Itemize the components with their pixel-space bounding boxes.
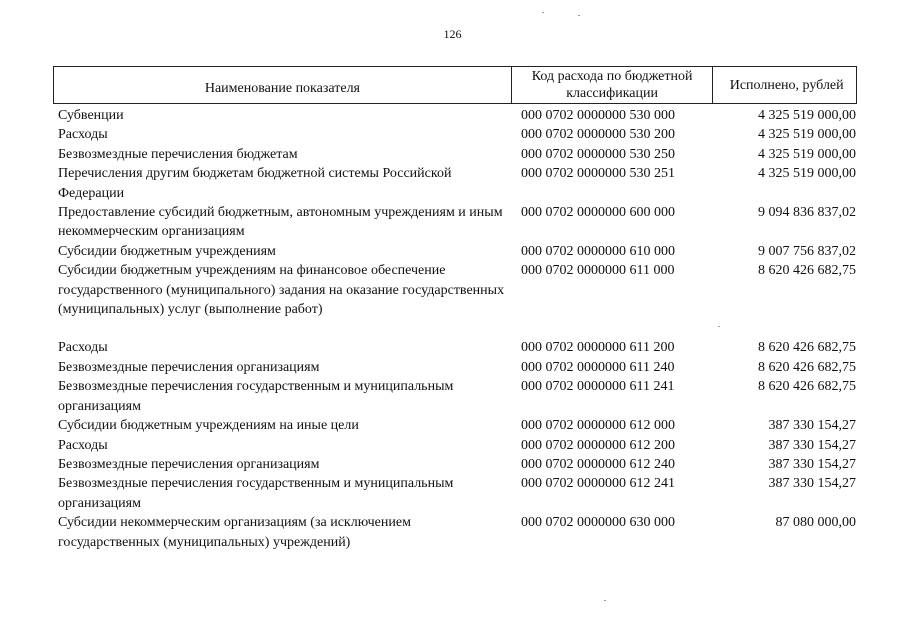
row-amount: 387 330 154,27	[768, 456, 856, 472]
row-amount: 4 325 519 000,00	[758, 127, 856, 143]
row-code: 000 0702 0000000 530 200	[521, 127, 675, 143]
row-amount: 4 325 519 000,00	[758, 146, 856, 162]
row-code: 000 0702 0000000 610 000	[521, 243, 675, 259]
row-name: Безвозмездные перечисления организациям	[58, 359, 320, 375]
table-row	[58, 358, 856, 377]
table-row	[58, 436, 856, 455]
row-name: Субсидии бюджетным учреждениям	[58, 243, 276, 259]
table-row	[58, 145, 856, 164]
table-body	[58, 106, 856, 552]
scan-speck	[578, 15, 580, 16]
table-row	[58, 416, 856, 435]
column-header-name: Наименование показателя	[204, 80, 360, 96]
row-amount: 8 620 426 682,75	[758, 359, 856, 375]
row-name: Расходы	[58, 127, 108, 143]
row-name: Субсидии бюджетным учреждениям на финансовое обеспечение государственного (муниципального) задания на оказание государственных (муниципальных) услуг (выполнение работ)	[58, 263, 505, 318]
scan-speck	[542, 12, 544, 13]
row-amount: 387 330 154,27	[768, 418, 856, 434]
table-row	[58, 513, 856, 552]
table-row	[58, 164, 856, 203]
table-row	[58, 125, 856, 144]
table-row	[58, 377, 856, 416]
row-code: 000 0702 0000000 612 240	[521, 456, 675, 472]
table-row	[58, 203, 856, 242]
scan-speck	[604, 600, 606, 601]
table-row	[58, 474, 856, 513]
column-header-amount: Исполнено, рублей	[729, 77, 844, 93]
table-row	[58, 455, 856, 474]
row-name: Безвозмездные перечисления государственным и муниципальным организациям	[58, 476, 454, 511]
row-name: Безвозмездные перечисления организациям	[58, 456, 320, 472]
row-amount: 8 620 426 682,75	[758, 340, 856, 356]
row-name: Безвозмездные перечисления государственным и муниципальным организациям	[58, 379, 454, 414]
row-amount: 4 325 519 000,00	[758, 108, 856, 123]
row-name: Субсидии некоммерческим организациям (за исключением государственных (муниципальных) учреждений)	[58, 515, 411, 550]
row-name: Субвенции	[58, 108, 124, 123]
row-amount: 8 620 426 682,75	[758, 379, 856, 395]
row-code: 000 0702 0000000 530 251	[521, 166, 675, 182]
row-amount: 4 325 519 000,00	[758, 166, 856, 182]
table-row	[58, 242, 856, 261]
table-row	[58, 106, 856, 125]
row-amount: 9 094 836 837,02	[758, 205, 856, 221]
scan-speck	[718, 326, 720, 327]
table-row	[58, 338, 856, 357]
row-code: 000 0702 0000000 600 000	[521, 205, 675, 221]
row-code: 000 0702 0000000 530 250	[521, 146, 675, 162]
table-header	[53, 66, 857, 104]
row-amount: 87 080 000,00	[775, 515, 856, 531]
row-code: 000 0702 0000000 612 241	[521, 476, 675, 492]
row-gap	[58, 319, 856, 338]
row-name: Расходы	[58, 340, 108, 356]
row-amount: 9 007 756 837,02	[758, 243, 856, 259]
row-code: 000 0702 0000000 611 200	[521, 340, 675, 356]
row-name: Расходы	[58, 437, 108, 453]
row-amount: 8 620 426 682,75	[758, 263, 856, 279]
row-code: 000 0702 0000000 612 000	[521, 418, 675, 434]
table-row	[58, 261, 856, 319]
row-code: 000 0702 0000000 630 000	[521, 515, 675, 531]
row-amount: 387 330 154,27	[768, 437, 856, 453]
row-code: 000 0702 0000000 530 000	[521, 108, 675, 123]
row-amount: 387 330 154,27	[768, 476, 856, 492]
row-code: 000 0702 0000000 612 200	[521, 437, 675, 453]
row-name: Перечисления другим бюджетам бюджетной системы Российской Федерации	[58, 166, 452, 201]
row-code: 000 0702 0000000 611 000	[521, 263, 675, 279]
row-name: Безвозмездные перечисления бюджетам	[58, 146, 298, 162]
row-code: 000 0702 0000000 611 241	[521, 379, 675, 395]
page-number: 126	[443, 27, 462, 41]
row-code: 000 0702 0000000 611 240	[521, 359, 675, 375]
row-name: Субсидии бюджетным учреждениям на иные цели	[58, 418, 359, 434]
row-name: Предоставление субсидий бюджетным, автономным учреждениям и иным некоммерческим организациям	[58, 205, 503, 240]
column-header-code: Код расхода по бюджетной классификации	[511, 67, 714, 103]
